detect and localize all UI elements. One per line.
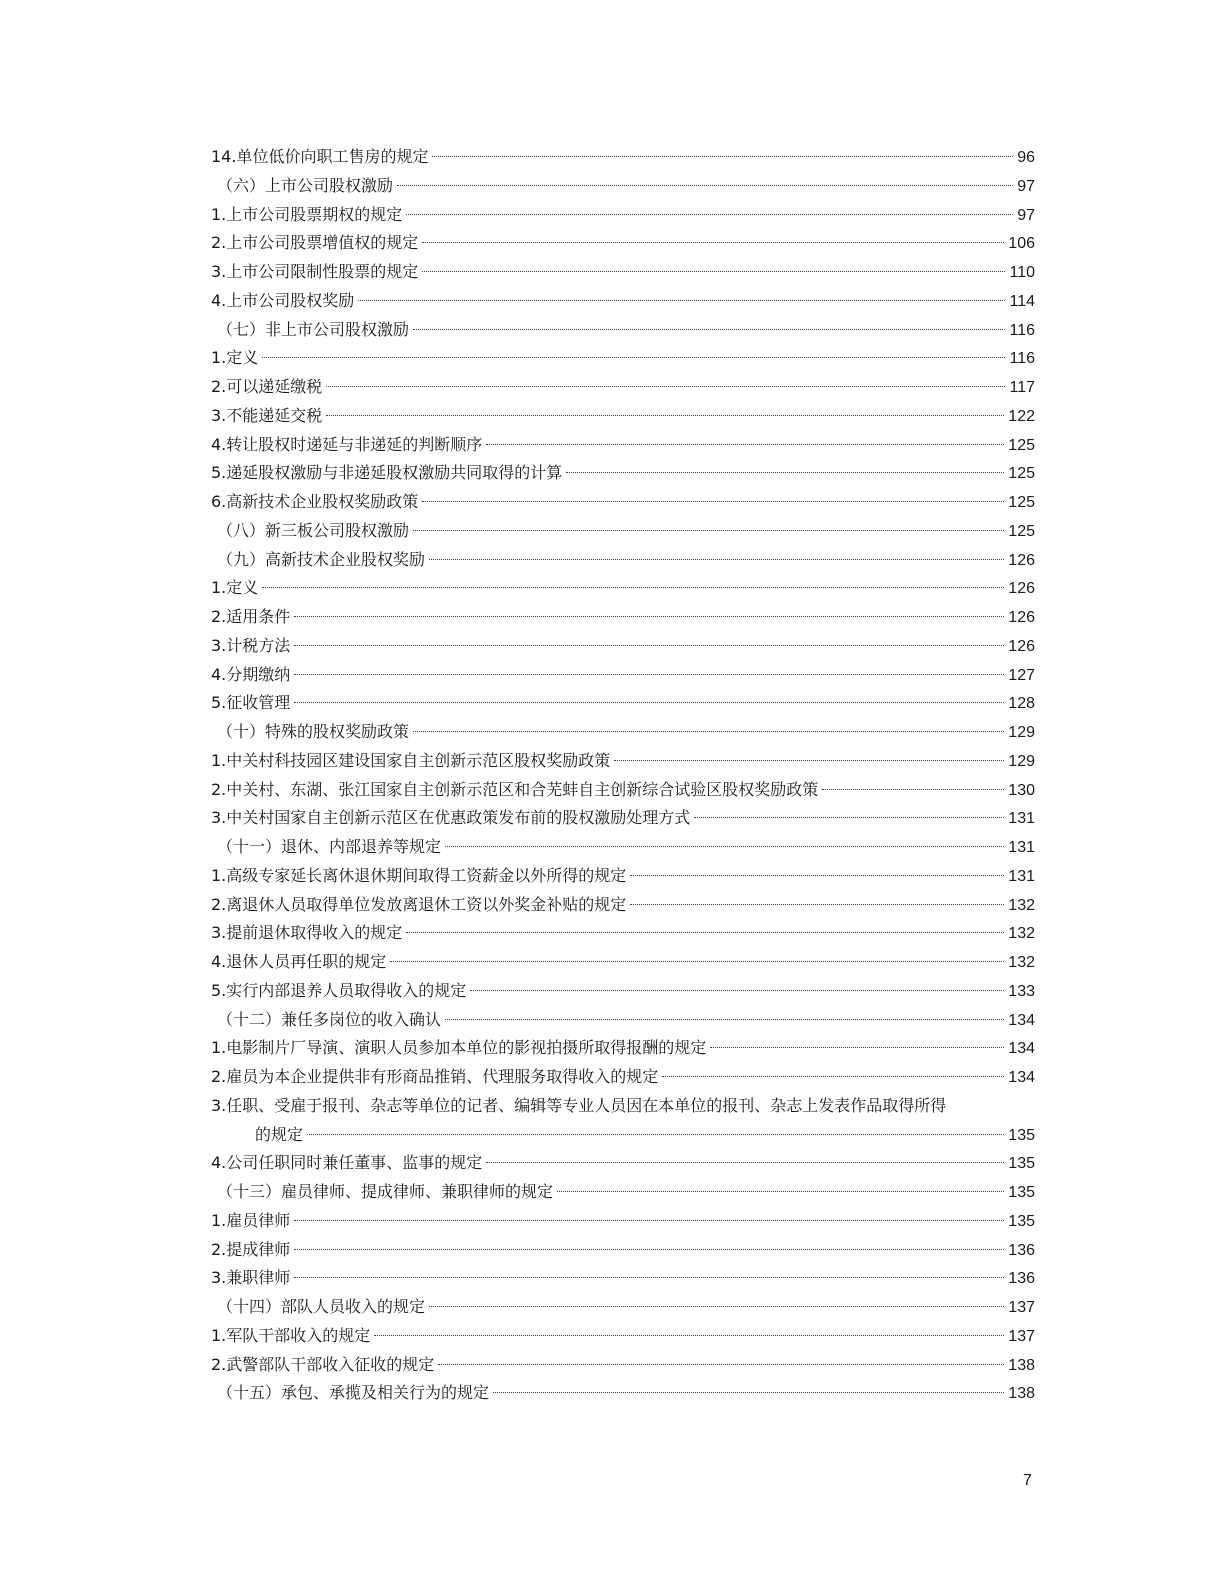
toc-entry[interactable] (211, 747, 1035, 776)
toc-entry-title: （十一）退休、内部退养等规定 (217, 837, 442, 856)
toc-page-number: 117 (1009, 379, 1035, 396)
toc-page-number: 131 (1008, 867, 1035, 885)
toc-page-number: 125 (1008, 494, 1035, 511)
toc-entry-title: （七）非上市公司股权激励 (217, 319, 410, 339)
toc-leader-dots (557, 1191, 1004, 1192)
toc-entry[interactable] (211, 862, 1035, 891)
toc-page-number: 97 (1017, 206, 1035, 224)
toc-page-number: 130 (1008, 781, 1035, 799)
toc-leader-dots (422, 242, 1004, 243)
toc-section-entry[interactable] (211, 1006, 1035, 1035)
toc-entry[interactable] (211, 143, 1035, 172)
toc-entry-title: （十二）兼任多岗位的收入确认 (217, 1009, 442, 1029)
toc-page-number: 128 (1008, 695, 1035, 713)
toc-entry[interactable] (211, 919, 1035, 948)
toc-leader-dots (294, 702, 1004, 703)
toc-page-number: 134 (1008, 1069, 1035, 1086)
toc-page-number: 106 (1008, 235, 1035, 253)
toc-entry-title: 1.上市公司股票期权的规定 (211, 204, 403, 224)
toc-page-number: 125 (1008, 522, 1035, 540)
toc-entry-title: 3.提前退休取得收入的规定 (211, 923, 403, 943)
toc-entry[interactable] (211, 977, 1035, 1006)
toc-entry-title: 4.上市公司股权奖励 (211, 290, 355, 310)
toc-page-number: 136 (1008, 1270, 1035, 1288)
toc-entry-title: 3.中关村国家自主创新示范区在优惠政策发布前的股权激励处理方式 (211, 808, 691, 828)
toc-page-number: 127 (1008, 666, 1035, 684)
toc-entry-title: 3.计税方法 (211, 635, 291, 655)
toc-section-entry[interactable] (211, 833, 1035, 862)
toc-page-number: 132 (1008, 925, 1035, 943)
toc-entry-title: （十三）雇员律师、提成律师、兼职律师的规定 (217, 1182, 554, 1201)
toc-entry[interactable] (211, 1322, 1035, 1351)
toc-page-number: 135 (1008, 1155, 1035, 1173)
toc-section-entry[interactable] (211, 546, 1035, 575)
toc-entry[interactable] (211, 661, 1035, 690)
toc-page-number: 126 (1008, 580, 1035, 598)
toc-leader-dots (445, 846, 1004, 847)
toc-leader-dots (493, 1392, 1004, 1393)
toc-leader-dots (413, 329, 1005, 330)
toc-page-number: 129 (1008, 752, 1035, 770)
toc-leader-dots (413, 731, 1004, 732)
toc-entry[interactable] (211, 1092, 1035, 1150)
toc-entry-title: 1.军队干部收入的规定 (211, 1325, 371, 1345)
toc-entry-title: 2.离退休人员取得单位发放离退休工资以外奖金补贴的规定 (211, 894, 627, 914)
toc-page-number: 137 (1008, 1299, 1035, 1316)
toc-entry-title: 5.征收管理 (211, 693, 291, 713)
toc-page-number: 134 (1008, 1011, 1035, 1029)
toc-entry-title: 4.公司任职同时兼任董事、监事的规定 (211, 1153, 483, 1173)
toc-leader-dots (262, 587, 1004, 588)
toc-leader-dots (630, 875, 1004, 876)
toc-page-number: 125 (1008, 465, 1035, 483)
page-number: 7 (1023, 1472, 1032, 1489)
toc-page-number: 132 (1008, 954, 1035, 971)
toc-page-number: 132 (1008, 896, 1035, 914)
toc-entry[interactable] (211, 1351, 1035, 1380)
toc-leader-dots (630, 904, 1004, 905)
toc-leader-dots (429, 1306, 1004, 1307)
toc-leader-dots (326, 386, 1005, 387)
toc-entry-title: （六）上市公司股权激励 (217, 175, 394, 195)
toc-page-number: 138 (1008, 1385, 1035, 1403)
toc-entry-title: 2.可以递延缴税 (211, 377, 323, 396)
toc-section-entry[interactable] (211, 718, 1035, 747)
toc-leader-dots (662, 1076, 1004, 1077)
toc-page-number: 126 (1008, 551, 1035, 569)
toc-page-number: 126 (1008, 637, 1035, 655)
toc-leader-dots (422, 501, 1004, 502)
toc-entry[interactable] (211, 1264, 1035, 1293)
toc-leader-dots (694, 817, 1004, 818)
toc-entry[interactable] (211, 1207, 1035, 1236)
toc-page-number: 135 (1008, 1184, 1035, 1201)
toc-entry[interactable] (211, 948, 1035, 977)
toc-page-number: 135 (1008, 1126, 1035, 1144)
toc-leader-dots (406, 214, 1013, 215)
toc-page-number: 138 (1008, 1356, 1035, 1374)
toc-entry-title: 3.兼职律师 (211, 1268, 291, 1288)
toc-page-number: 129 (1008, 724, 1035, 741)
toc-entry[interactable] (211, 574, 1035, 603)
toc-entry[interactable] (211, 229, 1035, 258)
toc-entry-title: 5.实行内部退养人员取得收入的规定 (211, 980, 467, 1000)
toc-entry-title: 1.电影制片厂导演、演职人员参加本单位的影视拍摄所取得报酬的规定 (211, 1038, 707, 1058)
toc-leader-dots (566, 472, 1004, 473)
toc-section-entry[interactable] (211, 1178, 1035, 1207)
toc-page-number: 131 (1008, 839, 1035, 856)
toc-entry[interactable] (211, 459, 1035, 488)
toc-page-number: 133 (1008, 982, 1035, 1000)
toc-leader-dots (358, 300, 1005, 301)
toc-entry-title: 3.不能递延交税 (211, 405, 323, 425)
toc-leader-dots (710, 1047, 1004, 1048)
toc-leader-dots (422, 271, 1005, 272)
toc-leader-dots (614, 760, 1004, 761)
toc-entry-title: 4.退休人员再任职的规定 (211, 952, 387, 971)
toc-entry-title: 6.高新技术企业股权奖励政策 (211, 492, 419, 511)
toc-leader-dots (307, 1134, 1004, 1135)
toc-page-number: 96 (1017, 149, 1035, 166)
toc-leader-dots (294, 1277, 1004, 1278)
toc-leader-dots (390, 961, 1004, 962)
table-of-contents (211, 143, 1035, 1408)
toc-leader-dots (374, 1335, 1004, 1336)
toc-leader-dots (438, 1364, 1004, 1365)
toc-entry[interactable] (211, 632, 1035, 661)
toc-entry[interactable] (211, 891, 1035, 920)
toc-leader-dots (262, 357, 1005, 358)
toc-page-number: 125 (1008, 436, 1035, 454)
toc-page-number: 114 (1009, 292, 1035, 310)
toc-entry[interactable] (211, 373, 1035, 402)
toc-entry[interactable] (211, 287, 1035, 316)
toc-entry-title: 5.递延股权激励与非递延股权激励共同取得的计算 (211, 463, 563, 483)
toc-entry-title: 2.适用条件 (211, 607, 291, 626)
toc-page-number: 116 (1009, 321, 1035, 339)
toc-entry-title: 1.高级专家延长离休退休期间取得工资薪金以外所得的规定 (211, 865, 627, 885)
toc-entry[interactable] (211, 488, 1035, 517)
toc-entry[interactable] (211, 258, 1035, 287)
toc-entry-title: 2.武警部队干部收入征收的规定 (211, 1354, 435, 1374)
toc-entry-title: 3.上市公司限制性股票的规定 (211, 262, 419, 281)
toc-leader-dots (294, 1249, 1004, 1250)
toc-page-number: 126 (1008, 609, 1035, 626)
toc-leader-dots (294, 616, 1004, 617)
toc-entry[interactable] (211, 402, 1035, 431)
toc-entry-title: 2.提成律师 (211, 1239, 291, 1259)
toc-section-entry[interactable] (211, 1293, 1035, 1322)
toc-leader-dots (294, 674, 1004, 675)
toc-section-entry[interactable] (211, 517, 1035, 546)
toc-entry[interactable] (211, 776, 1035, 805)
toc-leader-dots (432, 156, 1013, 157)
toc-leader-dots (406, 932, 1004, 933)
toc-leader-dots (822, 789, 1004, 790)
toc-entry[interactable] (211, 603, 1035, 632)
toc-entry-title: （十五）承包、承揽及相关行为的规定 (217, 1383, 490, 1403)
toc-page-number: 131 (1008, 810, 1035, 828)
toc-entry-title: 2.中关村、东湖、张江国家自主创新示范区和合芜蚌自主创新综合试验区股权奖励政策 (211, 779, 819, 799)
toc-section-entry[interactable] (211, 1379, 1035, 1408)
toc-leader-dots (429, 559, 1004, 560)
toc-entry[interactable] (211, 201, 1035, 230)
toc-entry-title-continuation: 的规定 (255, 1124, 304, 1144)
toc-leader-dots (470, 990, 1004, 991)
toc-entry[interactable] (211, 689, 1035, 718)
toc-leader-dots (445, 1019, 1004, 1020)
toc-leader-dots (486, 444, 1004, 445)
toc-entry[interactable] (211, 1034, 1035, 1063)
toc-entry-title: 1.中关村科技园区建设国家自主创新示范区股权奖励政策 (211, 750, 611, 770)
toc-section-entry[interactable] (211, 316, 1035, 345)
toc-section-entry[interactable] (211, 172, 1035, 201)
toc-entry-title: 1.定义 (211, 348, 259, 368)
toc-leader-dots (486, 1162, 1004, 1163)
toc-page-number: 135 (1008, 1212, 1035, 1230)
toc-entry[interactable] (211, 431, 1035, 460)
toc-entry-title: （九）高新技术企业股权奖励 (217, 549, 426, 569)
toc-entry-title: 2.上市公司股票增值权的规定 (211, 233, 419, 253)
toc-entry-title: 4.转让股权时递延与非递延的判断顺序 (211, 434, 483, 454)
toc-entry-title: 4.分期缴纳 (211, 664, 291, 684)
toc-entry-title: 2.雇员为本企业提供非有形商品推销、代理服务取得收入的规定 (211, 1067, 659, 1086)
toc-page-number: 137 (1008, 1327, 1035, 1345)
toc-entry-title: （十四）部队人员收入的规定 (217, 1297, 426, 1316)
toc-leader-dots (294, 645, 1004, 646)
toc-entry[interactable] (211, 1149, 1035, 1178)
toc-page-number: 136 (1008, 1241, 1035, 1259)
toc-page-number: 134 (1008, 1040, 1035, 1058)
toc-entry-title: 14.单位低价向职工售房的规定 (211, 147, 429, 166)
toc-entry[interactable] (211, 344, 1035, 373)
toc-entry-title: 3.任职、受雇于报刊、杂志等单位的记者、编辑等专业人员因在本单位的报刊、杂志上发表作品取得所得 (211, 1095, 947, 1115)
toc-leader-dots (294, 1220, 1004, 1221)
toc-entry-title: 1.定义 (211, 578, 259, 598)
toc-leader-dots (397, 185, 1013, 186)
toc-leader-dots (413, 530, 1004, 531)
toc-page-number: 97 (1017, 177, 1035, 195)
toc-entry[interactable] (211, 1236, 1035, 1265)
toc-entry-title: （八）新三板公司股权激励 (217, 520, 410, 540)
toc-entry-title: 1.雇员律师 (211, 1210, 291, 1230)
toc-page-number: 110 (1009, 264, 1035, 281)
toc-entry[interactable] (211, 804, 1035, 833)
toc-page-number: 116 (1009, 350, 1035, 368)
toc-entry[interactable] (211, 1063, 1035, 1092)
toc-page-number: 122 (1008, 407, 1035, 425)
toc-entry-title: （十）特殊的股权奖励政策 (217, 722, 410, 741)
toc-leader-dots (326, 415, 1004, 416)
